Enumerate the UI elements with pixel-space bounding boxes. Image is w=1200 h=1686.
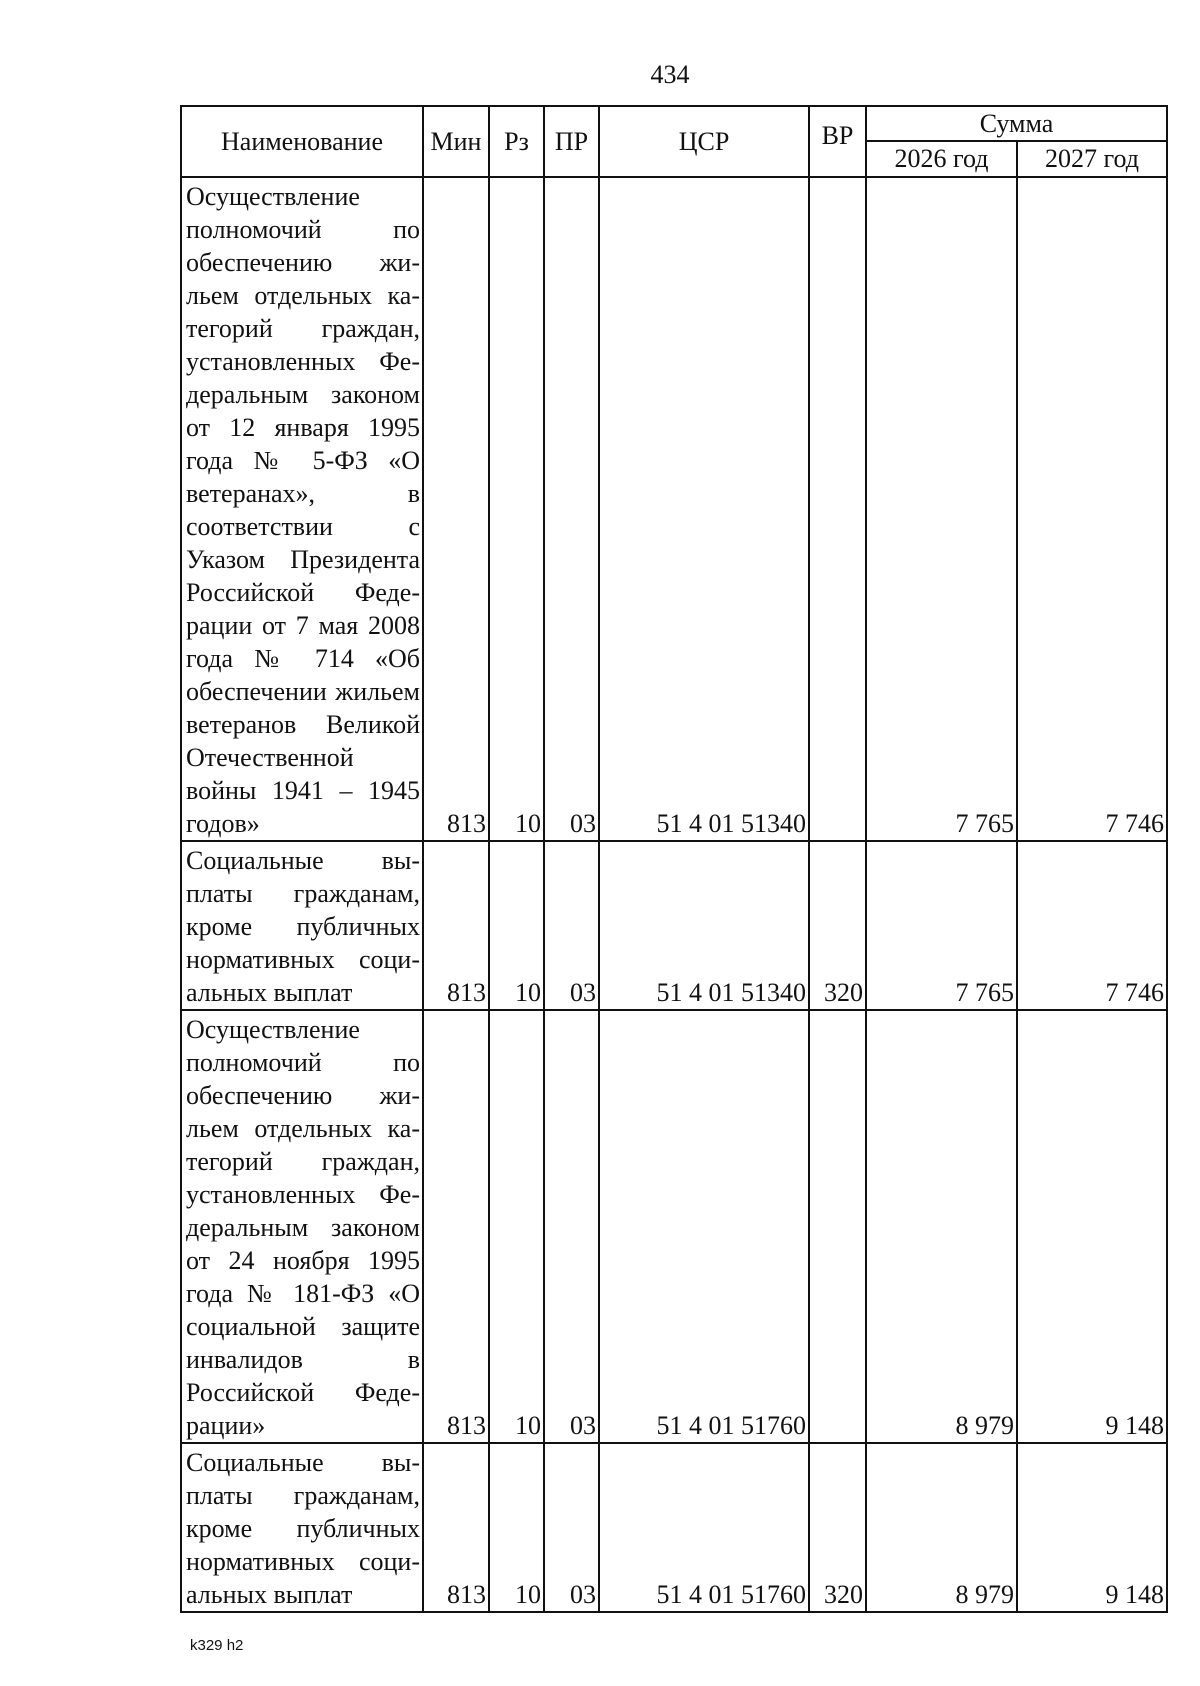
row-sum-2026: 8 979 bbox=[866, 1443, 1017, 1612]
row-csr: 51 4 01 51340 bbox=[599, 841, 809, 1010]
table-header bbox=[181, 106, 1167, 177]
row-vr: 320 bbox=[809, 1443, 866, 1612]
table-row bbox=[181, 1010, 1167, 1443]
table-row bbox=[181, 177, 1167, 841]
page-number: 434 bbox=[650, 60, 690, 89]
row-sum-2027: 9 148 bbox=[1017, 1443, 1167, 1612]
footer-code: k329 h2 bbox=[190, 1637, 244, 1654]
row-pr: 03 bbox=[544, 1010, 599, 1443]
row-csr: 51 4 01 51340 bbox=[599, 177, 809, 841]
row-rz: 10 bbox=[489, 841, 544, 1010]
row-rz: 10 bbox=[489, 177, 544, 841]
row-vr: 320 bbox=[809, 841, 866, 1010]
header-year-2026: 2026 год bbox=[866, 141, 1017, 177]
table-row bbox=[181, 1443, 1167, 1612]
row-sum-2026: 7 765 bbox=[866, 841, 1017, 1010]
row-csr: 51 4 01 51760 bbox=[599, 1010, 809, 1443]
table-row bbox=[181, 841, 1167, 1010]
row-pr: 03 bbox=[544, 1443, 599, 1612]
row-name: Социальные выплаты гражданам, кроме публичных нормативных социальных выплат bbox=[181, 1443, 423, 1612]
row-min: 813 bbox=[423, 1010, 489, 1443]
row-sum-2027: 7 746 bbox=[1017, 841, 1167, 1010]
budget-table bbox=[180, 105, 1168, 1613]
row-sum-2026: 8 979 bbox=[866, 1010, 1017, 1443]
header-sum: Сумма bbox=[866, 106, 1167, 141]
row-name: Осуществление полномочий по обеспечению жильем отдельных категорий граждан, установленных Федеральным законом от 12 января 1995 года № 5-ФЗ «О ветеранах», в соответствии с Указом Президента Российской Федерации от 7 мая 2008 года № 714 «Об обеспечении жильем ветеранов Великой Отечественной войны 1941 – 1945 годов» bbox=[181, 177, 423, 841]
row-name: Осуществление полномочий по обеспечению жильем отдельных категорий граждан, установленных Федеральным законом от 24 ноября 1995 года № 181-ФЗ «О социальной защите инвалидов в Российской Федерации» bbox=[181, 1010, 423, 1443]
header-rz: Рз bbox=[489, 106, 544, 177]
row-rz: 10 bbox=[489, 1443, 544, 1612]
row-min: 813 bbox=[423, 1443, 489, 1612]
header-name: Наименование bbox=[181, 106, 423, 177]
row-csr: 51 4 01 51760 bbox=[599, 1443, 809, 1612]
row-name: Социальные выплаты гражданам, кроме публичных нормативных социальных выплат bbox=[181, 841, 423, 1010]
header-vr: ВР bbox=[809, 106, 866, 177]
row-vr bbox=[809, 177, 866, 841]
row-min: 813 bbox=[423, 177, 489, 841]
row-sum-2027: 7 746 bbox=[1017, 177, 1167, 841]
row-pr: 03 bbox=[544, 177, 599, 841]
row-rz: 10 bbox=[489, 1010, 544, 1443]
row-sum-2026: 7 765 bbox=[866, 177, 1017, 841]
header-csr: ЦСР bbox=[599, 106, 809, 177]
table-body bbox=[181, 177, 1167, 1612]
row-min: 813 bbox=[423, 841, 489, 1010]
row-pr: 03 bbox=[544, 841, 599, 1010]
header-pr: ПР bbox=[544, 106, 599, 177]
header-min: Мин bbox=[423, 106, 489, 177]
row-vr bbox=[809, 1010, 866, 1443]
header-year-2027: 2027 год bbox=[1017, 141, 1167, 177]
row-sum-2027: 9 148 bbox=[1017, 1010, 1167, 1443]
